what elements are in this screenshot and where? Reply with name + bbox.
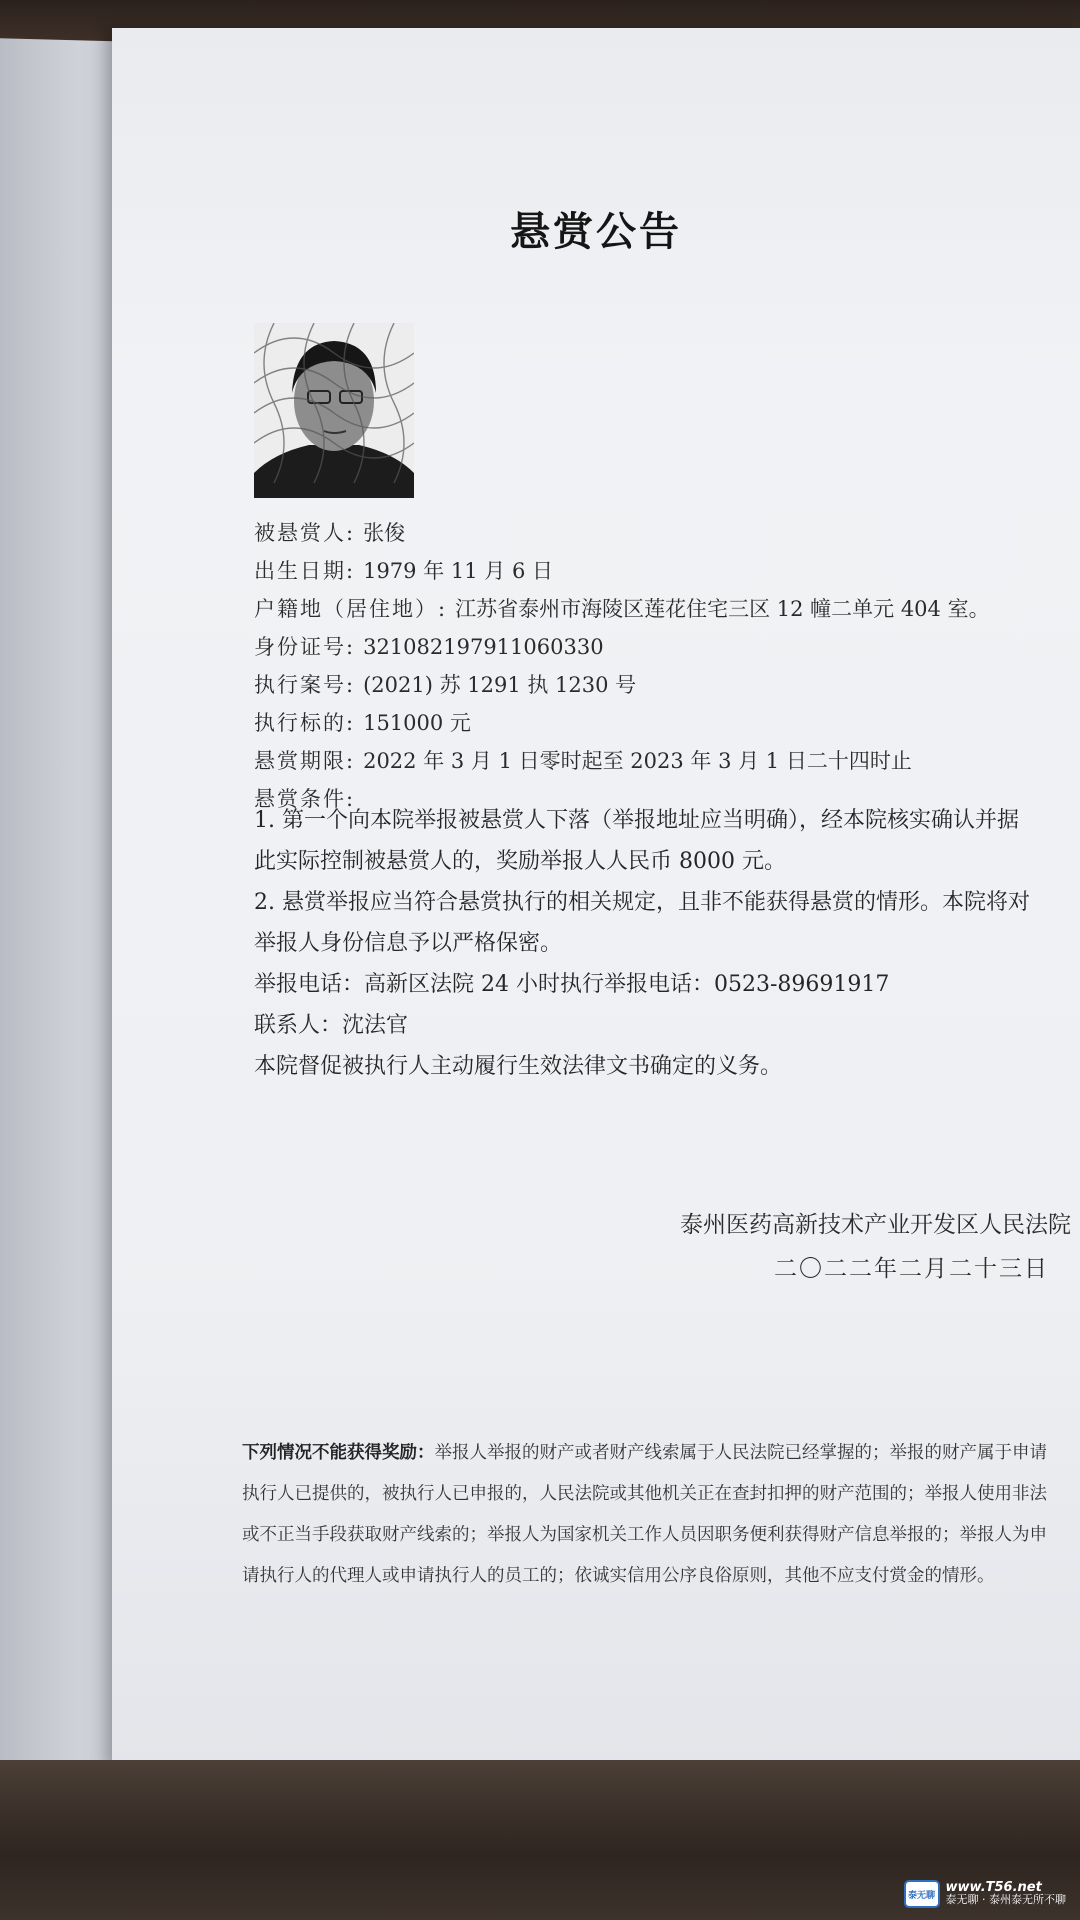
field-label: 执行标的: [254, 711, 356, 735]
field-id-number [254, 628, 1080, 666]
field-value: 151000 元 [363, 711, 471, 735]
field-value: 321082197911060330 [363, 635, 604, 659]
info-fields [254, 514, 1080, 818]
watermark-tagline: 泰无聊 · 泰州泰无所不聊 [945, 1893, 1066, 1906]
body-line: 此实际控制被悬赏人的，奖励举报人人民币 8000 元。 [254, 849, 786, 874]
field-label: 悬赏期限: [254, 749, 356, 773]
field-value: 江苏省泰州市海陵区莲花住宅三区 12 幢二单元 404 室。 [455, 597, 990, 621]
field-label: 身份证号: [254, 635, 356, 659]
watermark-logo: 泰无聊 [904, 1880, 940, 1908]
body-line: 举报电话：高新区法院 24 小时执行举报电话：0523-89691917 [254, 972, 890, 997]
notice-page [112, 28, 1080, 1768]
page-left-edge [0, 38, 130, 1781]
body-line: 1. 第一个向本院举报被悬赏人下落（举报地址应当明确），经本院核实确认并据 [254, 808, 1019, 833]
footnote-line: 请执行人的代理人或申请执行人的员工的；依诚实信用公序良俗原则，其他不应支付赏金的情形。 [242, 1566, 995, 1586]
body-line: 联系人：沈法官 [254, 1013, 409, 1038]
field-name [254, 514, 1080, 552]
body-line: 2. 悬赏举报应当符合悬赏执行的相关规定，且非不能获得悬赏的情形。本院将对 [254, 890, 1030, 915]
watermark-url: www.T56.net [945, 1880, 1042, 1895]
field-value: (2021) 苏 1291 执 1230 号 [363, 673, 637, 697]
field-birthdate [254, 552, 1080, 590]
suspect-photo [254, 323, 414, 498]
page-title: 悬赏公告 [510, 208, 682, 255]
body-line: 本院督促被执行人主动履行生效法律文书确定的义务。 [254, 1054, 783, 1079]
body-line: 举报人身份信息予以严格保密。 [254, 931, 563, 956]
field-case-number [254, 666, 1080, 704]
footnote-heading: 下列情况不能获得奖励： [242, 1443, 435, 1463]
field-period [254, 742, 1080, 780]
court-name: 泰州医药高新技术产业开发区人民法院 [680, 1212, 1071, 1238]
site-watermark [904, 1880, 1067, 1908]
field-value: 2022 年 3 月 1 日零时起至 2023 年 3 月 1 日二十四时止 [363, 749, 912, 773]
field-label: 执行案号: [254, 673, 356, 697]
field-amount [254, 704, 1080, 742]
footnote-line: 或不正当手段获取财产线索的；举报人为国家机关工作人员因职务便利获得财产信息举报的；举报人为申 [242, 1525, 1047, 1545]
footnote-line [242, 1433, 1080, 1474]
field-label: 悬赏条件: [254, 787, 356, 811]
field-label: 出生日期: [254, 559, 356, 583]
issue-date: 二〇二二年二月二十三日 [774, 1256, 1049, 1282]
field-value: 张俊 [363, 521, 406, 545]
field-residence [254, 590, 1080, 628]
footnote-text: 举报人举报的财产或者财产线索属于人民法院已经掌握的；举报的财产属于申请 [434, 1443, 1047, 1463]
watermark-text [946, 1882, 1067, 1906]
field-label: 被悬赏人: [254, 521, 356, 545]
field-label: 户籍地（居住地）: [254, 597, 448, 621]
conditions-body [254, 800, 1080, 1087]
exclusion-footnote [242, 1433, 1080, 1597]
footnote-line: 执行人已提供的，被执行人已申报的，人民法院或其他机关正在查封扣押的财产范围的；举报人使用非法 [242, 1484, 1047, 1504]
field-value: 1979 年 11 月 6 日 [363, 559, 553, 583]
